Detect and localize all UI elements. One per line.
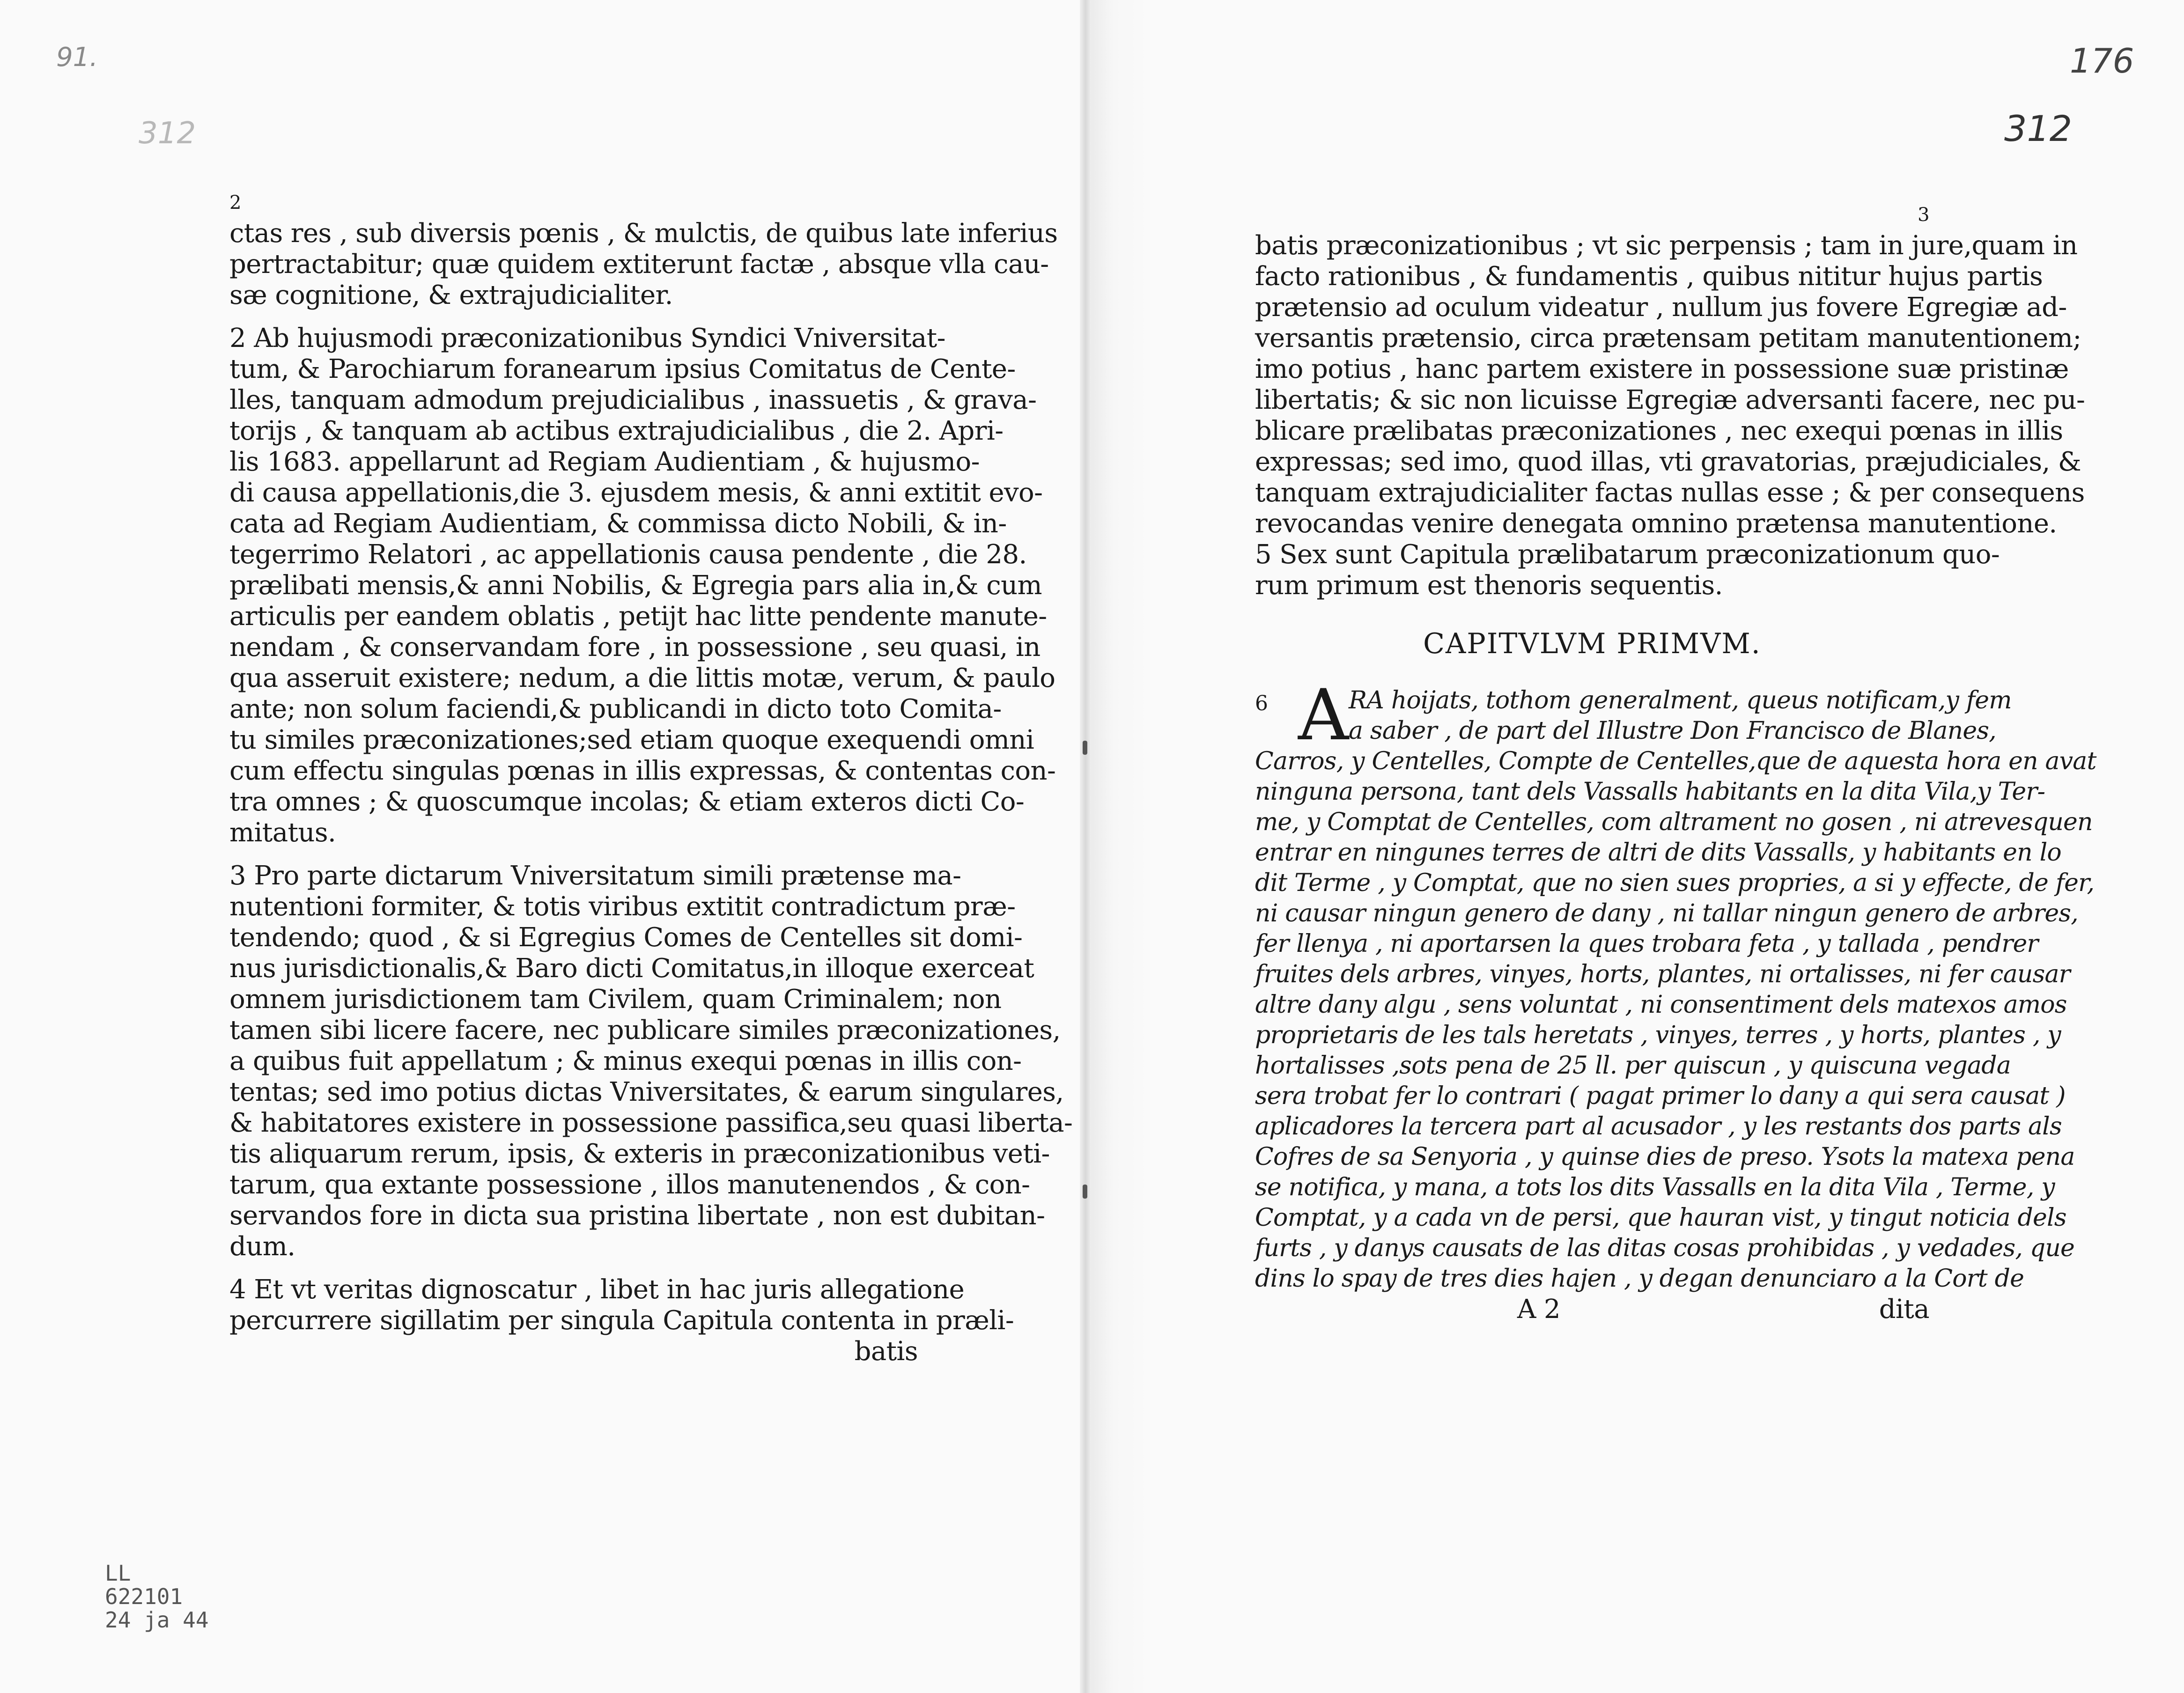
text-line: revocandas venire denegata omnino prætensa manutentione. <box>1255 508 2057 539</box>
text-line: Cofres de sa Senyoria , y quinse dies de preso. Ysots la matexa pena <box>1255 1143 2075 1171</box>
binding-stitch <box>1083 741 1087 755</box>
text-line: nus jurisdictionalis,& Baro dicti Comitatus,in illoque exerceat <box>229 953 1034 984</box>
text-line: omnem jurisdictionem tam Civilem, quam Criminalem; non <box>229 984 1002 1015</box>
text-line: libertatis; & sic non licuisse Egregiæ adversanti facere, nec pu- <box>1255 385 2085 415</box>
catchword-right: dita <box>1879 1294 1929 1325</box>
page-number-left: 2 <box>229 192 241 213</box>
catchword-left: batis <box>854 1336 918 1367</box>
text-line: servandos fore in dicta sua pristina libertate , non est dubitan- <box>229 1200 1045 1231</box>
text-line: expressas; sed imo, quod illas, vti gravatorias, præjudiciales, & <box>1255 447 2081 477</box>
text-line: nutentioni formiter, & totis viribus extitit contradictum præ- <box>229 891 1016 922</box>
text-line: se notifica, y mana, a tots los dits Vassalls en la dita Vila , Terme, y <box>1255 1173 2055 1201</box>
text-line: 3 Pro parte dictarum Vniversitatum simili prætense ma- <box>229 861 961 891</box>
text-line: hortalisses ,sots pena de 25 ll. per quiscun , y quiscuna vegada <box>1255 1052 2011 1080</box>
binding-stitch <box>1083 1185 1087 1199</box>
text-line: dit Terme , y Comptat, que no sien sues propries, a si y effecte, de fer, <box>1255 869 2095 897</box>
text-line: blicare prælibatas præconizationes , nec exequi pœnas in illis <box>1255 416 2063 446</box>
text-line: facto rationibus , & fundamentis , quibus nititur hujus partis <box>1255 261 2043 292</box>
text-line: altre dany algu , sens voluntat , ni consentiment dels matexos amos <box>1255 991 2067 1019</box>
page-footer <box>1255 1294 1929 1325</box>
right-page-text <box>1255 199 2096 1325</box>
text-line: 4 Et vt veritas dignoscatur , libet in hac juris allegatione <box>229 1274 965 1305</box>
text-line: articulis per eandem oblatis , petijt hac litte pendente manute- <box>229 601 1047 632</box>
text-line: qua asseruit existere; nedum, a die littis motæ, verum, & paulo <box>229 663 1055 693</box>
text-line: tum, & Parochiarum foranearum ipsius Comitatus de Cente- <box>229 354 1016 384</box>
text-line: lis 1683. appellarunt ad Regiam Audientiam , & hujusmo- <box>229 447 980 477</box>
text-line: ante; non solum faciendi,& publicandi in dicto toto Comita- <box>229 694 1002 724</box>
text-line: sæ cognitione, & extrajudicialiter. <box>229 280 673 310</box>
text-line: tentas; sed imo potius dictas Vniversitates, & earum singulares, <box>229 1077 1064 1107</box>
text-line: a quibus fuit appellatum ; & minus exequi pœnas in illis con- <box>229 1046 1022 1076</box>
shelf-mark-line: 622101 <box>105 1584 183 1609</box>
text-line: 5 Sex sunt Capitula prælibatarum præconizationum quo- <box>1255 539 2000 570</box>
shelf-mark-line: 24 ja 44 <box>105 1607 209 1633</box>
text-line: dum. <box>229 1231 295 1262</box>
faded-folio-stamp: 312 <box>139 116 196 151</box>
signature-mark: A 2 <box>1517 1294 1561 1325</box>
text-line: mitatus. <box>229 817 336 848</box>
text-line: rum primum est thenoris sequentis. <box>1255 570 1723 601</box>
text-line: cata ad Regiam Audientiam, & commissa dicto Nobili, & in- <box>229 508 1007 539</box>
text-line: prætensio ad oculum videatur , nullum jus fovere Egregiæ ad- <box>1255 292 2067 323</box>
chapter-heading: CAPITVLVM PRIMVM. <box>1423 627 1761 660</box>
catalan-first-line <box>1255 675 2012 756</box>
folio-number-top: 176 <box>2070 41 2134 81</box>
folio-number-main: 312 <box>2004 108 2073 149</box>
text-line: torijs , & tanquam ab actibus extrajudicialibus , die 2. Apri- <box>229 416 1003 446</box>
text-line: di causa appellationis,die 3. ejusdem mesis, & anni extitit evo- <box>229 478 1043 508</box>
text-line: entrar en ningunes terres de altri de dits Vassalls, y habitants en lo <box>1255 839 2061 867</box>
text-line: furts , y danys causats de las ditas cosas prohibidas , y vedades, que <box>1255 1234 2075 1262</box>
book-gutter <box>1080 0 1091 1693</box>
text-line: 2 Ab hujusmodi præconizationibus Syndici Vniversitat- <box>229 323 945 353</box>
shelf-mark <box>105 1561 209 1632</box>
paragraph-gap <box>229 1262 918 1274</box>
text-line: proprietaris de les tals heretats , vinyes, terres , y horts, plantes , y <box>1255 1021 2061 1049</box>
text-line: percurrere sigillatim per singula Capitula contenta in præli- <box>229 1305 1014 1336</box>
text-line: fer llenya , ni aportarsen la ques trobara feta , y tallada , pendrer <box>1255 930 2038 958</box>
shelf-mark-line: LL <box>105 1561 131 1586</box>
text-line: versantis prætensio, circa prætensam petitam manutentionem; <box>1255 323 2081 353</box>
left-page-text <box>229 187 1073 1367</box>
handwritten-mark-left: 91. <box>56 42 98 73</box>
text-line: sera trobat fer lo contrari ( pagat primer lo dany a qui sera causat ) <box>1255 1082 2066 1110</box>
text-line: tarum, qua extante possessione , illos manutenendos , & con- <box>229 1170 1030 1200</box>
text-line: ctas res , sub diversis pœnis , & mulctis, de quibus late inferius <box>229 218 1058 249</box>
text-line: tu similes præconizationes;sed etiam quoque exequendi omni <box>229 725 1034 755</box>
text-line: tis aliquarum rerum, ipsis, & exteris in præconizationibus veti- <box>229 1139 1050 1169</box>
text-line: prælibati mensis,& anni Nobilis, & Egregia pars alia in,& cum <box>229 570 1042 601</box>
text-line: aplicadores la tercera part al acusador , y les restants dos parts als <box>1255 1112 2062 1141</box>
text-line: imo potius , hanc partem existere in possessione suæ pristinæ <box>1255 354 2069 384</box>
paragraph-number: 6 <box>1255 692 1268 715</box>
text-line: a saber , de part del Illustre Don Francisco de Blanes, <box>1349 717 1996 745</box>
text-line: pertractabitur; quæ quidem extiterunt factæ , absque vlla cau- <box>229 249 1049 280</box>
text-line: cum effectu singulas pœnas in illis expressas, & contentas con- <box>229 756 1056 786</box>
text-line: nendam , & conservandam fore , in possessione , seu quasi, in <box>229 632 1040 662</box>
text-line: & habitatores existere in possessione passifica,seu quasi liberta- <box>229 1108 1073 1138</box>
text-line: ninguna persona, tant dels Vassalls habitants en la dita Vila,y Ter- <box>1255 778 2045 806</box>
text-line: tanquam extrajudicialiter factas nullas esse ; & per consequens <box>1255 478 2085 508</box>
text-line: ni causar ningun genero de dany , ni tallar ningun genero de arbres, <box>1255 899 2078 927</box>
paragraph-gap <box>229 848 918 861</box>
text-line: lles, tanquam admodum prejudicialibus , inassuetis , & grava- <box>229 385 1037 415</box>
text-line: RA hoijats, tothom generalment, queus notificam,y fem <box>1349 686 2012 714</box>
text-line: tendendo; quod , & si Egregius Comes de Centelles sit domi- <box>229 922 1023 953</box>
drop-cap: A <box>1298 675 1349 756</box>
text-line: batis præconizationibus ; vt sic perpensis ; tam in jure,quam in <box>1255 230 2078 261</box>
text-line: tamen sibi licere facere, nec publicare similes præconizationes, <box>229 1015 1061 1045</box>
text-line: tegerrimo Relatori , ac appellationis causa pendente , die 28. <box>229 539 1027 570</box>
text-line: Carros, y Centelles, Compte de Centelles,que de aquesta hora en avat <box>1255 747 2096 775</box>
text-line: dins lo spay de tres dies hajen , y degan denunciaro a la Cort de <box>1255 1265 2024 1293</box>
text-line: Comptat, y a cada vn de persi, que hauran vist, y tingut noticia dels <box>1255 1204 2066 1232</box>
text-line: tra omnes ; & quoscumque incolas; & etiam exteros dicti Co- <box>229 787 1025 817</box>
paragraph-gap <box>229 311 918 323</box>
text-line: me, y Comptat de Centelles, com altrament no gosen , ni atrevesquen <box>1255 808 2093 836</box>
text-line: fruites dels arbres, vinyes, horts, plantes, ni ortalisses, ni fer causar <box>1255 960 2070 988</box>
page-number-right: 3 <box>1918 204 1929 226</box>
